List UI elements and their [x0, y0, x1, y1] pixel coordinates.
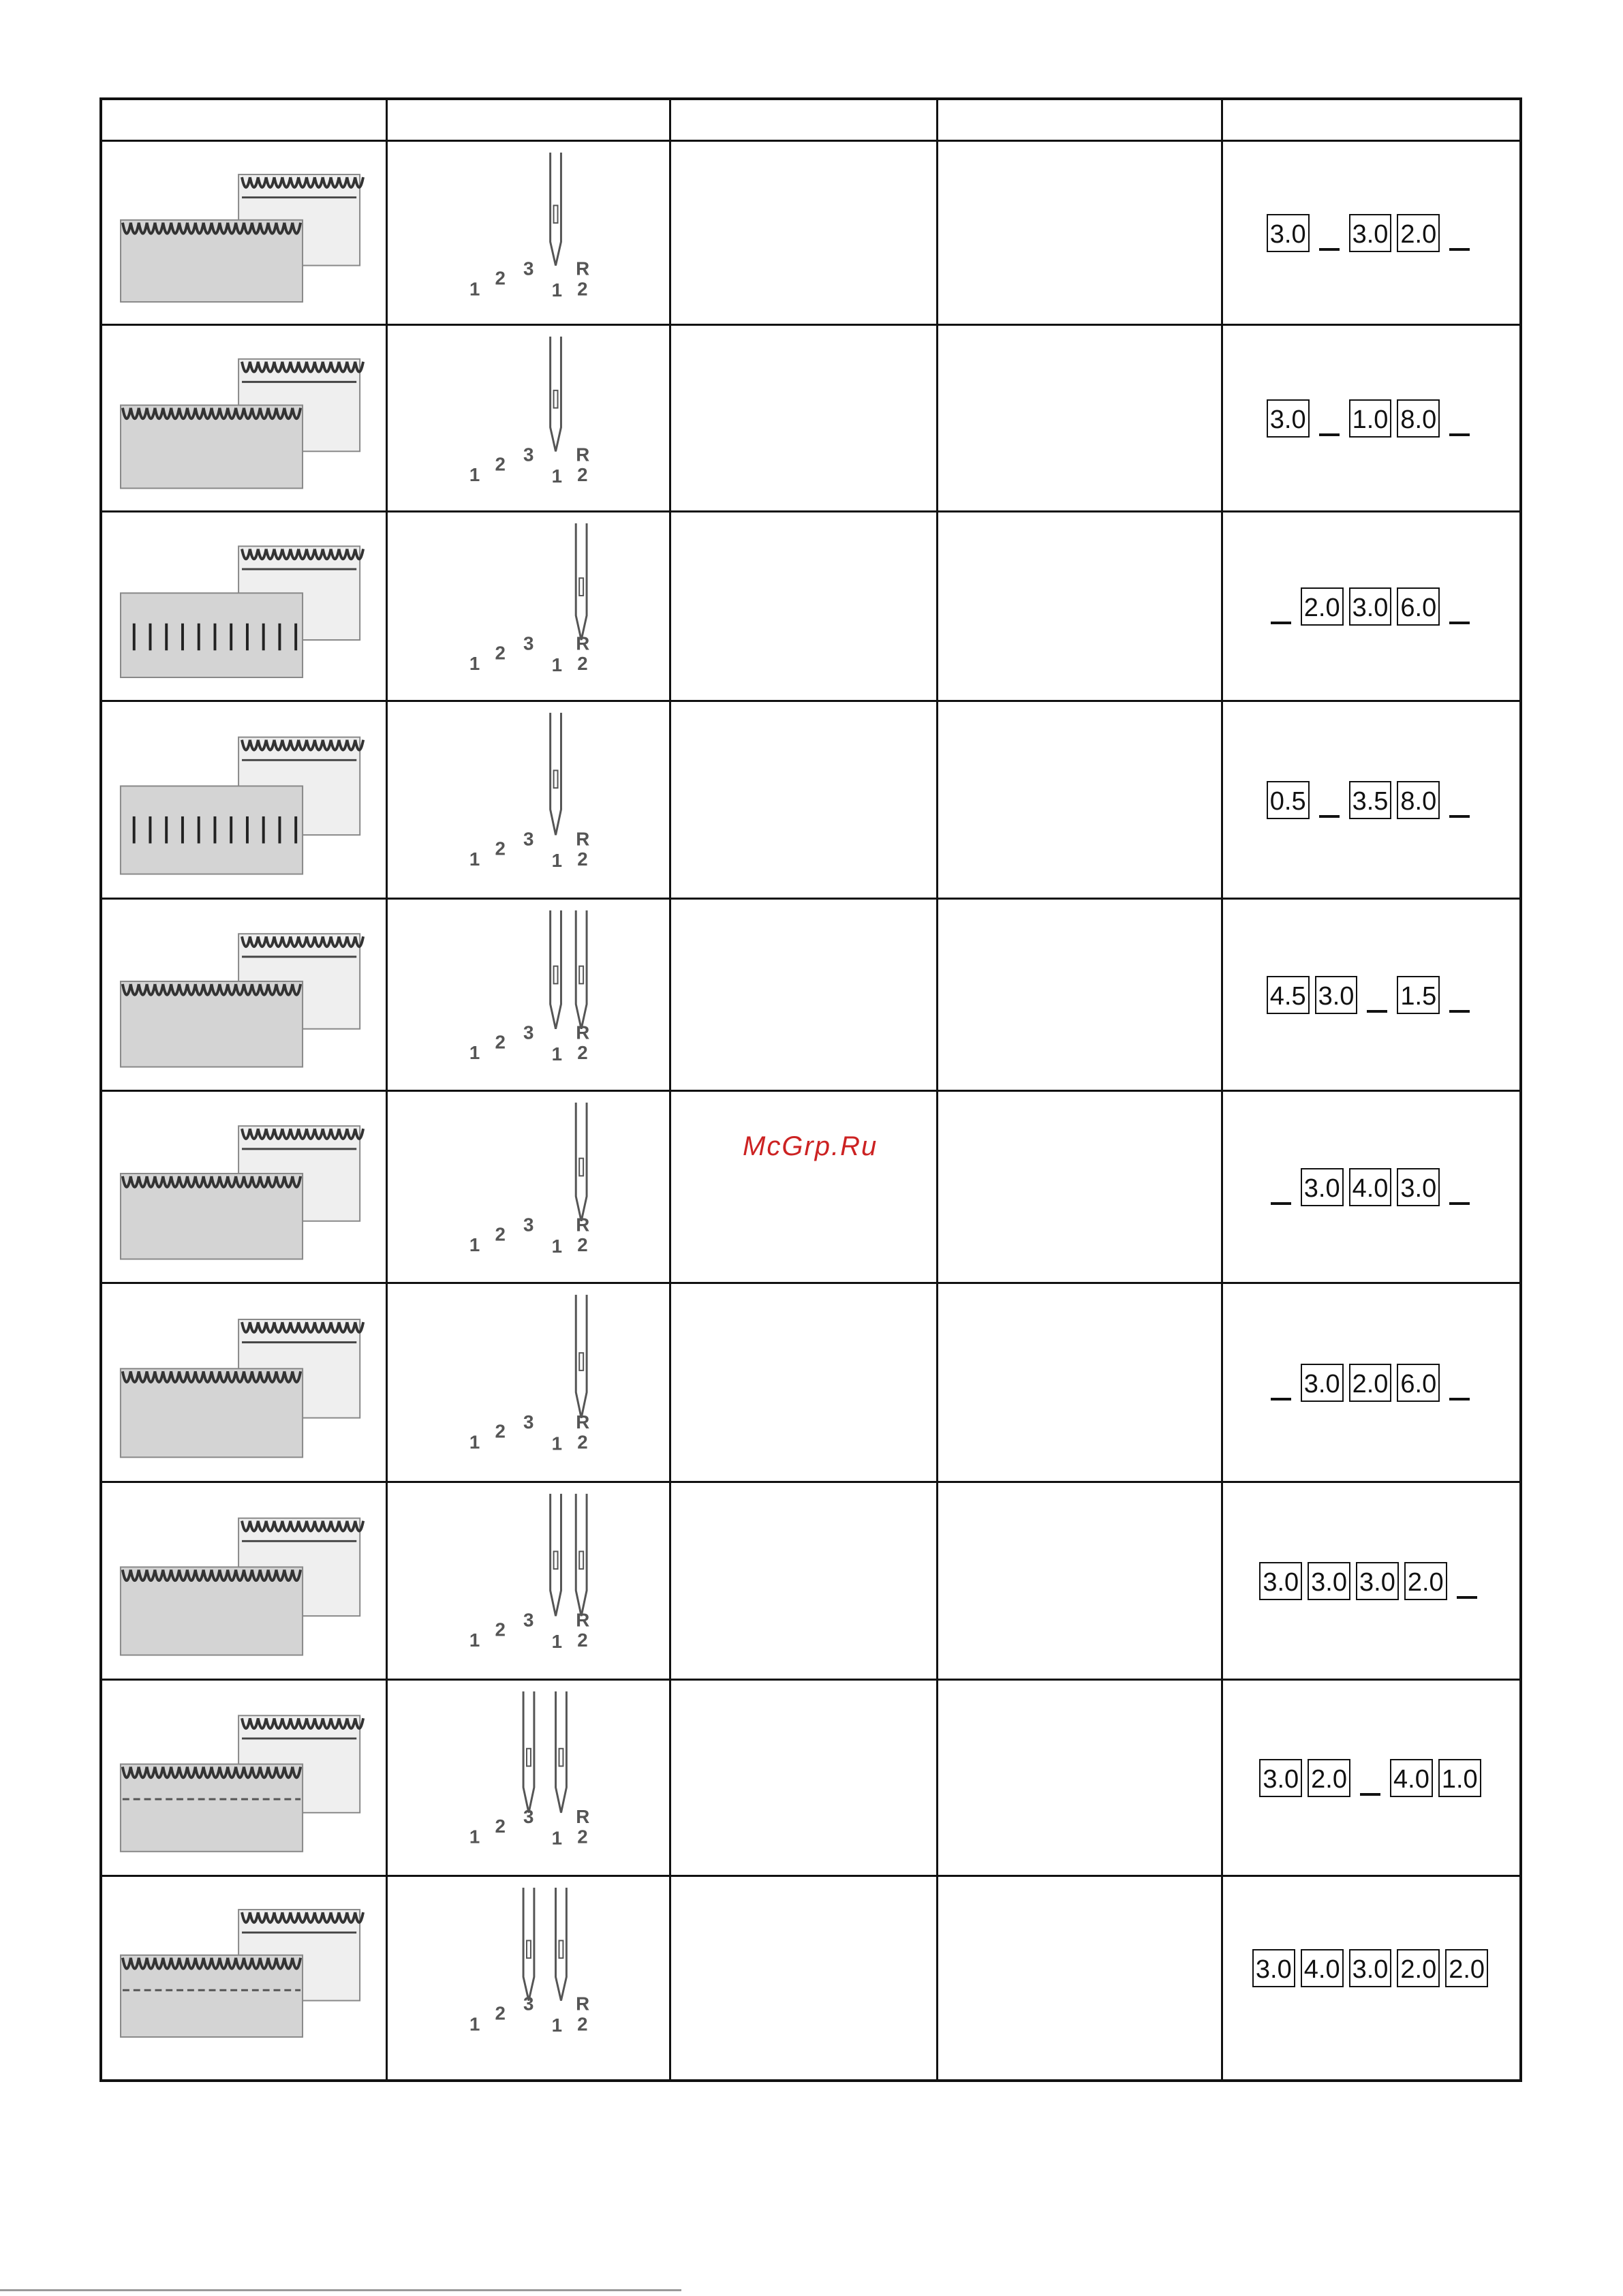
empty-cell-b — [936, 1681, 1221, 1875]
tension-value: 2.0 — [1404, 1562, 1447, 1600]
empty-cell-b — [936, 1483, 1221, 1679]
dial-label: 3 — [523, 1214, 534, 1236]
dial-label: 1 — [551, 279, 562, 301]
tension-value: 8.0 — [1397, 399, 1440, 438]
needle-diagram — [386, 702, 669, 898]
unused-thread-mark — [1315, 214, 1344, 252]
dial-label: 3 — [523, 258, 534, 279]
dial-label: 2 — [495, 838, 506, 859]
dial-label: 1 — [469, 1629, 480, 1651]
tension-settings-cell — [1221, 1284, 1519, 1481]
dial-label: R — [576, 1993, 590, 2015]
tension-value: 3.0 — [1349, 1949, 1392, 1987]
dial-label: R — [576, 1214, 590, 1236]
stitch-illustration-cell — [102, 326, 386, 510]
stitch-illustration — [102, 512, 386, 700]
needle-diagram-cell — [386, 1681, 669, 1875]
tension-settings-cell — [1221, 900, 1519, 1090]
tension-value: 3.0 — [1349, 587, 1392, 626]
dial-label: 2 — [577, 848, 588, 870]
footer-line — [0, 2289, 681, 2291]
needle-diagram — [386, 326, 669, 510]
dial-label: 1 — [469, 464, 480, 486]
column-divider — [1221, 100, 1223, 2079]
dial-label: 2 — [577, 1431, 588, 1453]
tension-value: 3.0 — [1267, 214, 1310, 252]
empty-cell-b — [936, 512, 1221, 700]
tension-settings — [1221, 399, 1519, 438]
stitch-illustration-cell — [102, 512, 386, 700]
tension-value: 1.5 — [1397, 976, 1440, 1014]
dial-label: 1 — [469, 2013, 480, 2035]
dial-label: 2 — [495, 1420, 506, 1442]
unused-thread-mark — [1356, 1759, 1385, 1797]
empty-cell-b — [936, 1092, 1221, 1282]
tension-value: 8.0 — [1397, 781, 1440, 819]
dial-label: 1 — [469, 1826, 480, 1848]
unused-thread-mark — [1445, 399, 1474, 438]
dial-label: 3 — [523, 828, 534, 850]
needle-diagram — [386, 1483, 669, 1679]
unused-thread-mark — [1453, 1562, 1481, 1600]
dial-label: 1 — [469, 848, 480, 870]
empty-cell-a — [669, 1092, 936, 1282]
stitch-illustration-cell — [102, 702, 386, 898]
dial-label: 2 — [495, 1031, 506, 1053]
dial-label: R — [576, 1609, 590, 1631]
needle-icon — [576, 910, 587, 1029]
front-fabric — [121, 1368, 303, 1457]
tension-value: 3.0 — [1252, 1949, 1295, 1987]
stitch-illustration — [102, 1681, 386, 1875]
watermark: McGrp.Ru — [743, 1131, 878, 1161]
tension-value: 3.0 — [1397, 1168, 1440, 1206]
tension-value: 3.0 — [1356, 1562, 1399, 1600]
front-fabric — [121, 1764, 303, 1852]
dial-label: 2 — [577, 1234, 588, 1256]
tension-settings-cell — [1221, 142, 1519, 324]
dial-label: 2 — [577, 278, 588, 300]
dial-label: R — [576, 828, 590, 850]
unused-thread-mark — [1445, 214, 1474, 252]
unused-thread-mark — [1445, 976, 1474, 1014]
empty-cell-b — [936, 900, 1221, 1090]
dial-label: 2 — [495, 1223, 506, 1245]
dial-label: 1 — [469, 278, 480, 300]
dial-label: 1 — [469, 1234, 480, 1256]
column-divider — [386, 100, 388, 2079]
dial-label: 1 — [551, 1827, 563, 1849]
dial-label: R — [576, 632, 590, 654]
stitch-illustration-cell — [102, 1483, 386, 1679]
needle-diagram — [386, 1092, 669, 1282]
dial-label: 3 — [523, 1993, 534, 2015]
unused-thread-mark — [1315, 399, 1344, 438]
dial-label: 3 — [523, 1022, 534, 1043]
empty-cell-a — [669, 142, 936, 324]
tension-value: 2.0 — [1349, 1364, 1392, 1402]
dial-label: 2 — [577, 1042, 588, 1064]
table-row — [102, 1282, 1519, 1481]
needle-icon — [576, 1494, 587, 1616]
tension-settings-cell — [1221, 702, 1519, 898]
empty-cell-b — [936, 1284, 1221, 1481]
tension-value: 1.0 — [1349, 399, 1392, 438]
needle-diagram — [386, 1877, 669, 2059]
dial-label: 1 — [551, 1043, 563, 1065]
dial-label: 3 — [523, 632, 534, 654]
tension-settings — [1221, 781, 1519, 819]
table-row — [102, 700, 1519, 898]
front-fabric — [121, 1955, 303, 2037]
dial-label: 3 — [523, 1411, 534, 1433]
tension-value: 4.0 — [1301, 1949, 1344, 1987]
stitch-illustration — [102, 1483, 386, 1679]
needle-icon — [576, 1103, 587, 1221]
tension-value: 4.0 — [1349, 1168, 1392, 1206]
needle-diagram — [386, 512, 669, 700]
needle-icon — [576, 523, 587, 640]
unused-thread-mark — [1315, 781, 1344, 819]
needle-diagram — [386, 1681, 669, 1875]
dial-label: 1 — [551, 850, 563, 872]
tension-settings — [1221, 1562, 1519, 1600]
settings-table — [99, 97, 1522, 2082]
needle-diagram-cell — [386, 1092, 669, 1282]
front-fabric — [121, 593, 303, 677]
dial-label: 1 — [551, 1433, 563, 1454]
needle-icon — [551, 910, 561, 1029]
tension-value: 3.0 — [1267, 399, 1310, 438]
tension-value: 3.0 — [1301, 1364, 1344, 1402]
dial-label: R — [576, 1411, 590, 1433]
dial-label: 1 — [469, 1042, 480, 1064]
header-row — [102, 100, 1519, 140]
dial-label: R — [576, 444, 590, 465]
empty-cell-a — [669, 702, 936, 898]
tension-settings — [1221, 1364, 1519, 1402]
table-row — [102, 140, 1519, 324]
front-fabric — [121, 405, 303, 489]
dial-label: 2 — [495, 453, 506, 475]
dial-label: 1 — [551, 1631, 563, 1653]
empty-cell-b — [936, 1877, 1221, 2059]
dial-label: 1 — [469, 653, 480, 675]
tension-value: 3.0 — [1349, 214, 1392, 252]
needle-diagram-cell — [386, 900, 669, 1090]
needle-diagram — [386, 142, 669, 324]
unused-thread-mark — [1445, 587, 1474, 626]
unused-thread-mark — [1445, 1364, 1474, 1402]
stitch-illustration — [102, 326, 386, 510]
stitch-illustration-cell — [102, 1092, 386, 1282]
dial-label: R — [576, 1022, 590, 1043]
front-fabric — [121, 1567, 303, 1655]
tension-settings-cell — [1221, 1681, 1519, 1875]
unused-thread-mark — [1363, 976, 1391, 1014]
dial-label: 1 — [551, 654, 563, 676]
unused-thread-mark — [1445, 781, 1474, 819]
tension-value: 2.0 — [1397, 1949, 1440, 1987]
column-divider — [936, 100, 938, 2079]
empty-cell-b — [936, 142, 1221, 324]
tension-value: 4.0 — [1390, 1759, 1433, 1797]
tension-settings — [1221, 1168, 1519, 1206]
tension-settings-cell — [1221, 1877, 1519, 2059]
dial-label: 3 — [523, 1805, 534, 1827]
empty-cell-a — [669, 1483, 936, 1679]
table-row — [102, 1090, 1519, 1282]
stitch-illustration — [102, 702, 386, 898]
stitch-illustration-cell — [102, 1284, 386, 1481]
stitch-illustration-cell — [102, 900, 386, 1090]
tension-value: 1.0 — [1438, 1759, 1481, 1797]
table-row — [102, 510, 1519, 700]
tension-settings — [1221, 1759, 1519, 1797]
needle-diagram-cell — [386, 1284, 669, 1481]
needle-diagram-cell — [386, 702, 669, 898]
tension-settings — [1221, 1949, 1519, 1987]
dial-label: 1 — [469, 1431, 480, 1453]
needle-diagram — [386, 900, 669, 1090]
tension-settings-cell — [1221, 1483, 1519, 1679]
dial-label: 2 — [577, 653, 588, 675]
needle-diagram-cell — [386, 1877, 669, 2059]
table-row — [102, 1875, 1519, 2059]
unused-thread-mark — [1445, 1168, 1474, 1206]
dial-label: 2 — [577, 464, 588, 486]
tension-value: 6.0 — [1397, 587, 1440, 626]
dial-label: 1 — [551, 1236, 563, 1257]
empty-cell-b — [936, 326, 1221, 510]
tension-value: 2.0 — [1445, 1949, 1488, 1987]
tension-value: 2.0 — [1301, 587, 1344, 626]
tension-value: 3.0 — [1301, 1168, 1344, 1206]
tension-settings-cell — [1221, 326, 1519, 510]
stitch-illustration-cell — [102, 1877, 386, 2059]
unused-thread-mark — [1267, 1168, 1295, 1206]
needle-icon — [523, 1692, 534, 1813]
empty-cell-a — [669, 1284, 936, 1481]
needle-diagram — [386, 1284, 669, 1481]
dial-label: 2 — [495, 1619, 506, 1640]
empty-cell-b — [936, 702, 1221, 898]
needle-icon — [551, 1494, 561, 1616]
tension-settings-cell — [1221, 1092, 1519, 1282]
needle-icon — [551, 153, 561, 266]
tension-value: 2.0 — [1397, 214, 1440, 252]
needle-diagram-cell — [386, 512, 669, 700]
dial-label: 2 — [495, 267, 506, 289]
table-row — [102, 1481, 1519, 1679]
tension-value: 6.0 — [1397, 1364, 1440, 1402]
needle-diagram-cell — [386, 326, 669, 510]
stitch-illustration — [102, 900, 386, 1090]
needle-icon — [551, 713, 561, 835]
tension-value: 3.0 — [1259, 1759, 1302, 1797]
needle-diagram-cell — [386, 1483, 669, 1679]
tension-settings — [1221, 214, 1519, 252]
tension-settings — [1221, 587, 1519, 626]
empty-cell-a — [669, 512, 936, 700]
tension-value: 3.5 — [1349, 781, 1392, 819]
tension-value: 3.0 — [1315, 976, 1358, 1014]
stitch-illustration-cell — [102, 142, 386, 324]
table-row — [102, 1679, 1519, 1875]
dial-label: R — [576, 1805, 590, 1827]
dial-label: 2 — [577, 2013, 588, 2035]
needle-icon — [556, 1692, 567, 1813]
stitch-illustration — [102, 142, 386, 324]
dial-label: 2 — [495, 2002, 506, 2024]
dial-label: 1 — [551, 465, 563, 487]
dial-label: 2 — [495, 642, 506, 664]
front-fabric — [121, 220, 303, 302]
dial-label: 3 — [523, 444, 534, 465]
table-row — [102, 898, 1519, 1090]
front-fabric — [121, 1174, 303, 1259]
tension-value: 0.5 — [1267, 781, 1310, 819]
dial-label: 1 — [551, 2015, 562, 2036]
needle-icon — [556, 1888, 567, 2001]
stitch-illustration — [102, 1284, 386, 1481]
stitch-illustration-cell — [102, 1681, 386, 1875]
front-fabric — [121, 981, 303, 1067]
dial-label: 3 — [523, 1609, 534, 1631]
dial-label: R — [576, 258, 590, 279]
tension-value: 3.0 — [1308, 1562, 1350, 1600]
tension-value: 4.5 — [1267, 976, 1310, 1014]
tension-settings-cell — [1221, 512, 1519, 700]
empty-cell-a — [669, 326, 936, 510]
table-row — [102, 324, 1519, 510]
needle-icon — [576, 1295, 587, 1418]
stitch-illustration — [102, 1877, 386, 2059]
empty-cell-a — [669, 900, 936, 1090]
front-fabric — [121, 786, 303, 874]
stitch-illustration — [102, 1092, 386, 1282]
empty-cell-a — [669, 1681, 936, 1875]
needle-diagram-cell — [386, 142, 669, 324]
needle-icon — [551, 337, 561, 451]
tension-value: 3.0 — [1259, 1562, 1302, 1600]
needle-icon — [523, 1888, 534, 2001]
tension-value: 2.0 — [1308, 1759, 1350, 1797]
empty-cell-a — [669, 1877, 936, 2059]
unused-thread-mark — [1267, 1364, 1295, 1402]
dial-label: 2 — [577, 1629, 588, 1651]
column-divider — [669, 100, 671, 2079]
dial-label: 2 — [577, 1826, 588, 1848]
tension-settings — [1221, 976, 1519, 1014]
unused-thread-mark — [1267, 587, 1295, 626]
dial-label: 2 — [495, 1815, 506, 1837]
